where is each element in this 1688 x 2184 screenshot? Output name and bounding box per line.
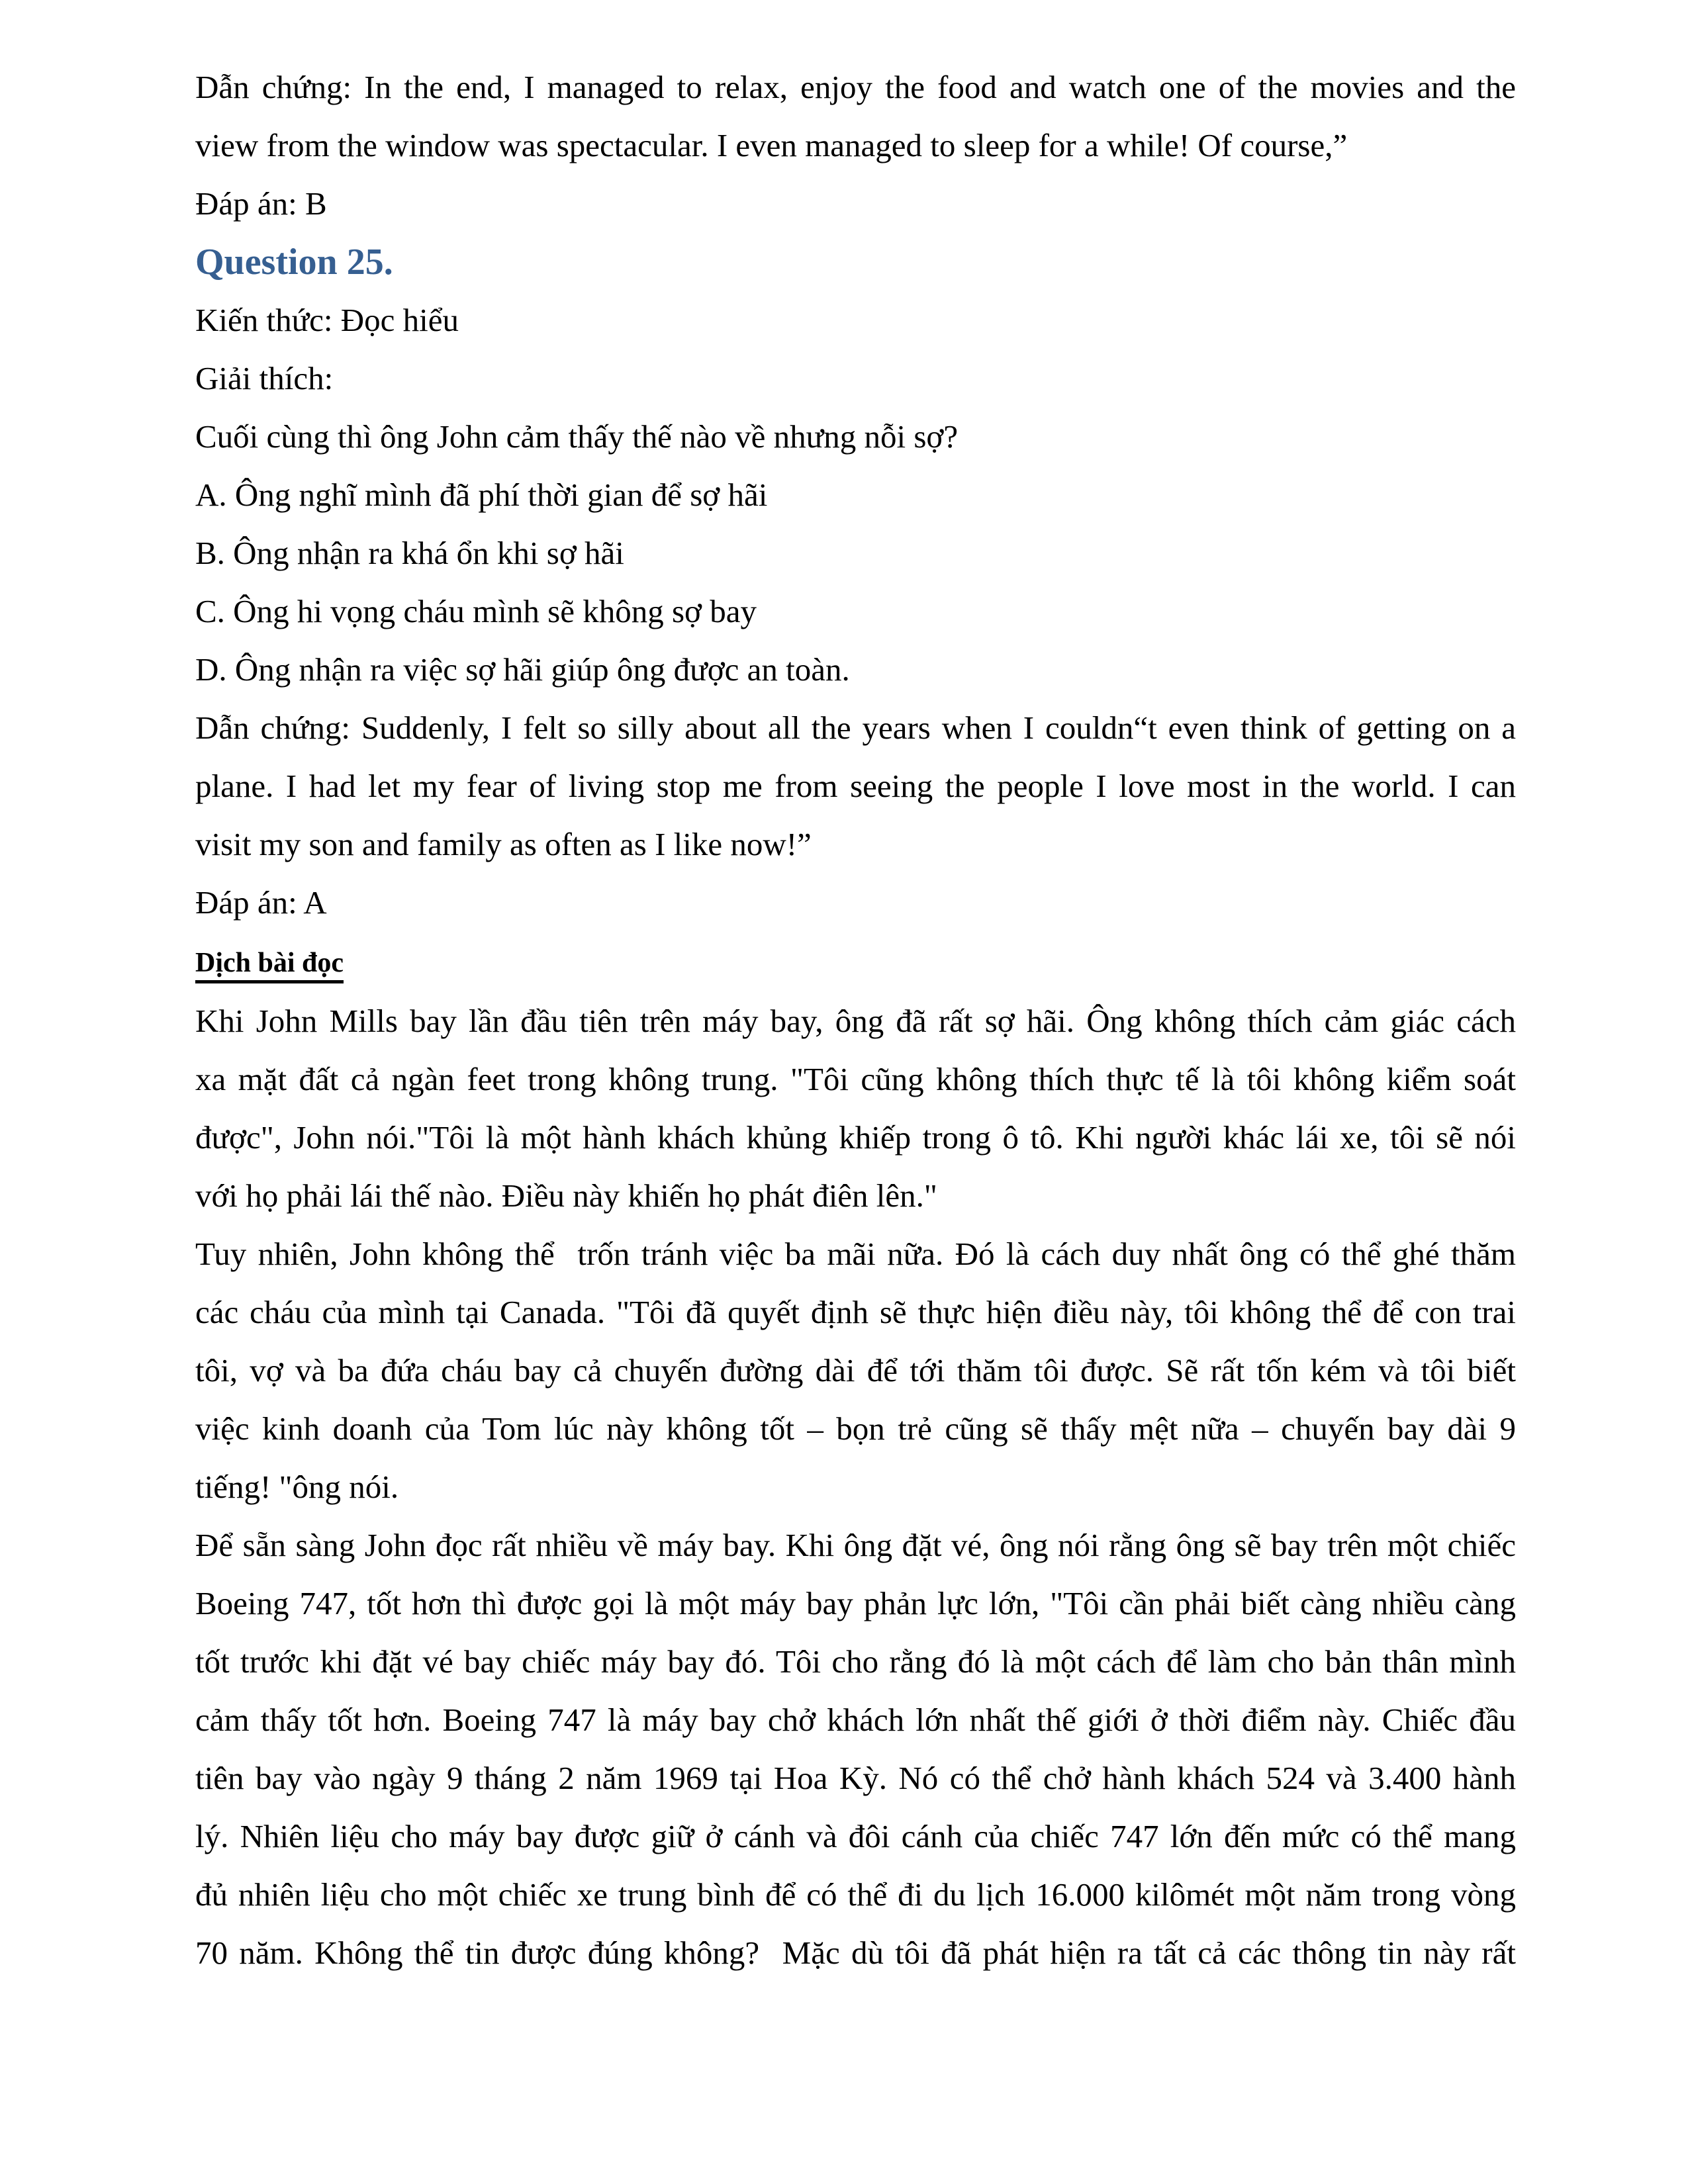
translation-line: Boeing 747, tốt hơn thì được gọi là một máy bay phản lực lớn, "Tôi cần phải biết càng nhiều càng	[195, 1585, 1516, 1621]
translation-section-heading	[195, 932, 1516, 992]
translation-line: lý. Nhiên liệu cho máy bay được giữ ở cánh và đôi cánh của chiếc 747 lớn đến mức có thể mang	[195, 1818, 1516, 1854]
q25-answer-line: Đáp án: A	[195, 884, 327, 921]
translation-line: tốt trước khi đặt vé bay chiếc máy bay đó. Tôi cho rằng đó là một cách để làm cho bản thân mình	[195, 1643, 1516, 1680]
q25-evidence-line-3: visit my son and family as often as I like now!”	[195, 826, 812, 862]
translation-line: các cháu của mình tại Canada. "Tôi đã quyết định sẽ thực hiện điều này, tôi không thể để con trai	[195, 1294, 1516, 1330]
translation-line: được", John nói."Tôi là một hành khách khủng khiếp trong ô tô. Khi người khác lái xe, tôi sẽ nói	[195, 1119, 1516, 1156]
q25-evidence-line-2: plane. I had let my fear of living stop me from seeing the people I love most in the world. I can	[195, 768, 1516, 804]
q25-option-b: B. Ông nhận ra khá ổn khi sợ hãi	[195, 535, 624, 571]
translation-line: tôi, vợ và ba đứa cháu bay cả chuyến đường dài để tới thăm tôi được. Sẽ rất tốn kém và tôi biết	[195, 1352, 1516, 1388]
translation-line: xa mặt đất cả ngàn feet trong không trung. "Tôi cũng không thích thực tế là tôi không kiểm soát	[195, 1061, 1516, 1097]
translation-line: đủ nhiên liệu cho một chiếc xe trung bình để có thể đi du lịch 16.000 kilômét một năm trong vòng	[195, 1876, 1516, 1913]
q25-evidence-line-1: Dẫn chứng: Suddenly, I felt so silly about all the years when I couldn“t even think of getting on a	[195, 709, 1516, 746]
translation-line: tiếng! "ông nói.	[195, 1469, 399, 1505]
q25-knowledge-line: Kiến thức: Đọc hiểu	[195, 302, 459, 338]
translation-line: Tuy nhiên, John không thể trốn tránh việc ba mãi nữa. Đó là cách duy nhất ông có thể ghé thăm	[195, 1236, 1516, 1272]
q25-option-c: C. Ông hi vọng cháu mình sẽ không sợ bay	[195, 593, 757, 629]
q24-evidence-line-1: Dẫn chứng: In the end, I managed to relax, enjoy the food and watch one of the movies and the	[195, 69, 1516, 105]
q24-evidence-line-2: view from the window was spectacular. I even managed to sleep for a while! Of course,”	[195, 127, 1348, 163]
question-25-heading: Question 25.	[195, 242, 393, 283]
translation-line: việc kinh doanh của Tom lúc này không tốt – bọn trẻ cũng sẽ thấy mệt nữa – chuyến bay dài 9	[195, 1410, 1516, 1447]
q25-question-text: Cuối cùng thì ông John cảm thấy thế nào về nhưng nỗi sợ?	[195, 418, 959, 455]
translation-line: tiên bay vào ngày 9 tháng 2 năm 1969 tại Hoa Kỳ. Nó có thể chở hành khách 524 và 3.400 hành	[195, 1760, 1516, 1796]
translation-line: Để sẵn sàng John đọc rất nhiều về máy bay. Khi ông đặt vé, ông nói rằng ông sẽ bay trên một chiếc	[195, 1527, 1516, 1563]
q25-explanation-label: Giải thích:	[195, 360, 334, 396]
q24-answer-line: Đáp án: B	[195, 185, 327, 222]
translation-heading-text: Dịch bài đọc	[195, 948, 344, 983]
q25-option-d: D. Ông nhận ra việc sợ hãi giúp ông được an toàn.	[195, 651, 850, 688]
translation-line: Khi John Mills bay lần đầu tiên trên máy bay, ông đã rất sợ hãi. Ông không thích cảm giác cách	[195, 1003, 1516, 1039]
q25-option-a: A. Ông nghĩ mình đã phí thời gian để sợ hãi	[195, 477, 768, 513]
translation-line: 70 năm. Không thể tin được đúng không? Mặc dù tôi đã phát hiện ra tất cả các thông tin này rất	[195, 1934, 1516, 1971]
translation-line: với họ phải lái thế nào. Điều này khiến họ phát điên lên."	[195, 1177, 937, 1214]
translation-line: cảm thấy tốt hơn. Boeing 747 là máy bay chở khách lớn nhất thế giới ở thời điểm này. Chiếc đầu	[195, 1702, 1516, 1738]
document-text-block	[195, 58, 1516, 1982]
